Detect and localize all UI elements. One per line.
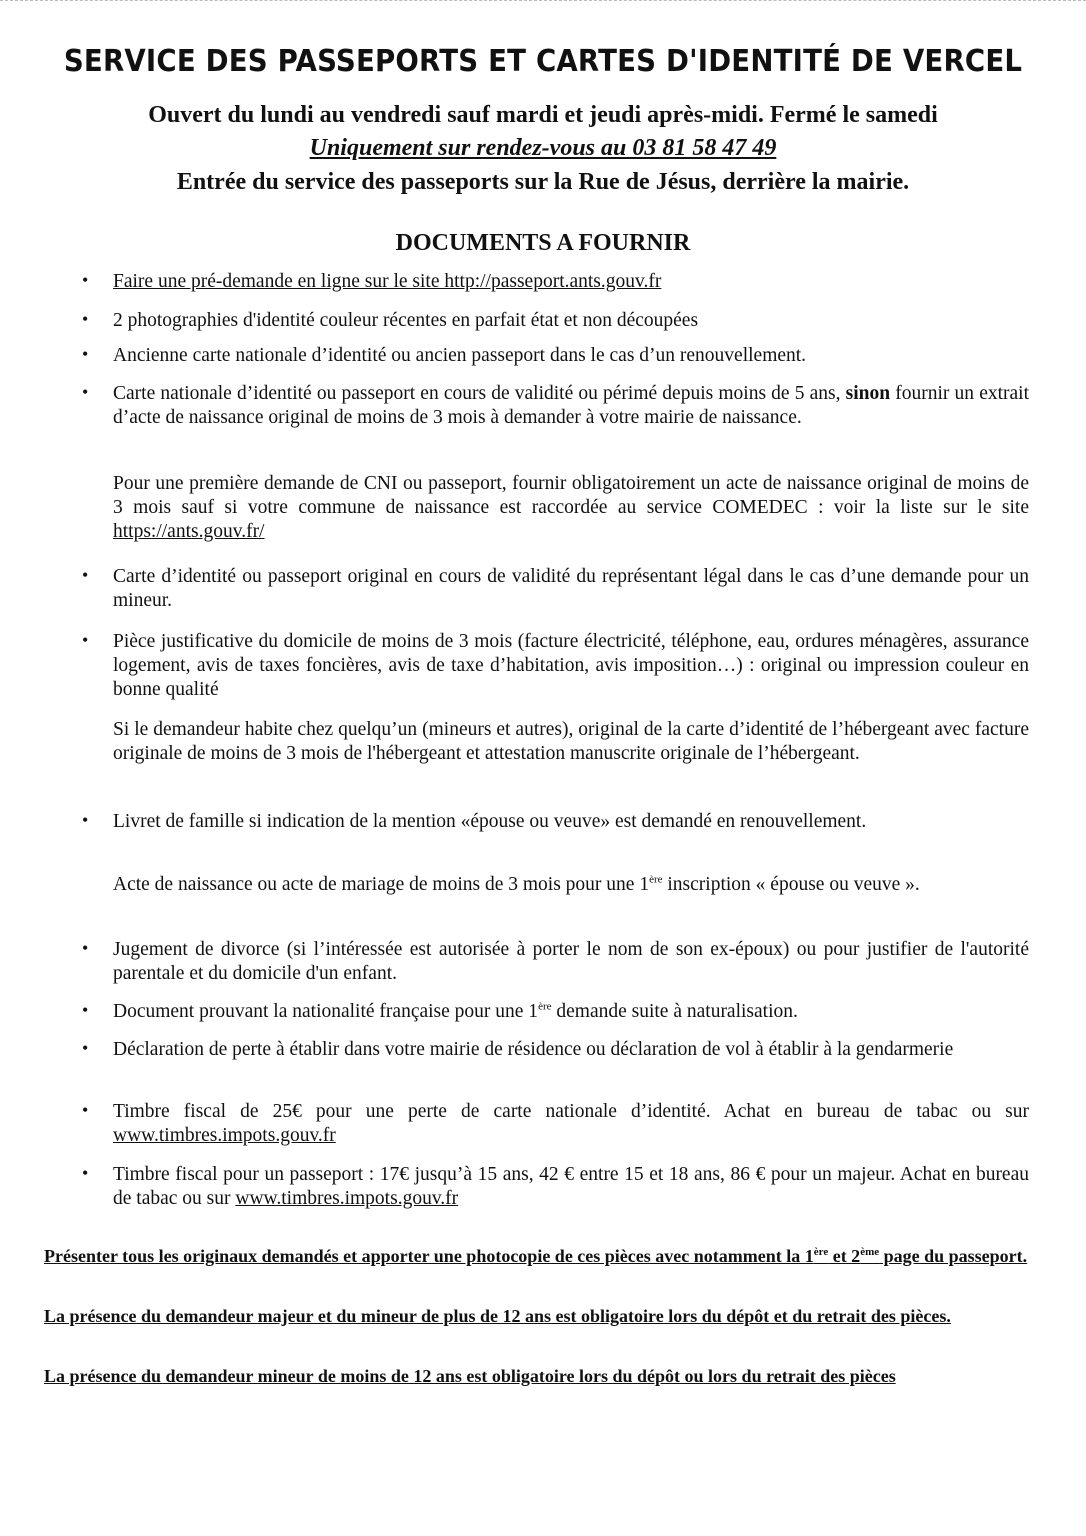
bullet: •	[82, 630, 89, 650]
item-text	[113, 1163, 1029, 1211]
item-text: 2 photographies d'identité couleur récentes en parfait état et non découpées	[113, 310, 699, 331]
superscript: ère	[649, 873, 663, 886]
bullet: •	[82, 1163, 89, 1183]
item-text	[113, 1000, 1029, 1024]
timbres-link[interactable]: www.timbres.impots.gouv.fr	[235, 1188, 459, 1209]
note-adult-presence: La présence du demandeur majeur et du mineur de plus de 12 ans est obligatoire lors du dépôt et du retrait des pièces.	[44, 1306, 951, 1326]
note-text: page du passeport.	[879, 1246, 1028, 1266]
timbres-link[interactable]: www.timbres.impots.gouv.fr	[113, 1125, 336, 1146]
bullet: •	[82, 565, 89, 585]
documents-heading: DOCUMENTS A FOURNIR	[395, 230, 691, 256]
item-text-part: fournir un extrait d’acte de naissance original de moins de 3 mois à demander à votre mairie de naissance.	[113, 383, 1030, 428]
superscript: ère	[538, 1000, 552, 1013]
superscript: ème	[860, 1246, 880, 1258]
item-text-part: Document prouvant la nationalité française pour une 1	[113, 1001, 539, 1022]
item-subparagraph: Si le demandeur habite chez quelqu’un (mineurs et autres), original de la carte d’identité de l’hébergeant avec facture originale de moins de 3 mois de l'hébergeant et attestation manuscrite originale de l’hébergeant.	[113, 719, 1029, 764]
bullet: •	[82, 1038, 89, 1058]
note-text: Présenter tous les originaux demandés et apporter une photocopie de ces pièces avec notamment la 1	[44, 1246, 814, 1266]
note-originals	[44, 1245, 1029, 1267]
item-text-part: Timbre fiscal de 25€ pour une perte de carte nationale d’identité. Achat en bureau de tabac ou sur	[113, 1101, 1029, 1122]
item-text-part: Acte de naissance ou acte de mariage de moins de 3 mois pour une 1	[113, 874, 650, 895]
item-text: Ancienne carte nationale d’identité ou ancien passeport dans le cas d’un renouvellement.	[113, 345, 807, 366]
bullet: •	[82, 344, 89, 364]
note-text: et 2	[828, 1246, 861, 1266]
item-subparagraph	[113, 472, 1029, 544]
item-subparagraph	[113, 873, 1029, 897]
item-text-part: demande suite à naturalisation.	[551, 1001, 798, 1022]
entrance-line: Entrée du service des passeports sur la Rue de Jésus, derrière la mairie.	[176, 169, 910, 195]
bullet: •	[82, 270, 89, 290]
item-bold-word: sinon	[845, 383, 891, 404]
page-title: SERVICE DES PASSEPORTS ET CARTES D'IDENTITÉ DE VERCEL	[63, 44, 1023, 79]
item-text[interactable]: Faire une pré-demande en ligne sur le site http://passeport.ants.gouv.fr	[113, 271, 662, 292]
item-text: Carte d’identité ou passeport original en cours de validité du représentant légal dans le cas d’une demande pour un mineur.	[113, 566, 1029, 611]
opening-hours: Ouvert du lundi au vendredi sauf mardi et jeudi après-midi. Fermé le samedi	[148, 102, 938, 128]
bullet: •	[82, 382, 89, 402]
bullet: •	[82, 1000, 89, 1020]
bullet: •	[82, 1100, 89, 1120]
item-text: Livret de famille si indication de la mention «épouse ou veuve» est demandé en renouvellement.	[113, 811, 867, 832]
appointment-line: Uniquement sur rendez-vous au 03 81 58 47 49	[309, 135, 777, 161]
scan-edge	[0, 0, 1086, 6]
bullet: •	[82, 810, 89, 830]
superscript: ère	[813, 1246, 829, 1258]
bullet: •	[82, 309, 89, 329]
item-text-part: Pour une première demande de CNI ou passeport, fournir obligatoirement un acte de naissance original de moins de 3 mois sauf si votre commune de naissance est raccordée au service COMEDEC : voir la liste sur le site	[113, 473, 1029, 518]
ants-link[interactable]: https://ants.gouv.fr/	[113, 521, 265, 542]
item-text-part: Timbre fiscal pour un passeport : 17€ jusqu’à 15 ans, 42 € entre 15 et 18 ans, 86 € pour un majeur. Achat en bureau de tabac ou sur	[113, 1164, 1029, 1209]
item-text: Pièce justificative du domicile de moins de 3 mois (facture électricité, téléphone, eau, ordures ménagères, assurance logement, avis de taxes foncières, avis de taxe d’habitation, avis imposition…) : original ou impression couleur en bonne qualité	[113, 631, 1029, 700]
note-minor-presence: La présence du demandeur mineur de moins de 12 ans est obligatoire lors du dépôt ou lors du retrait des pièces	[44, 1366, 896, 1386]
item-text: Déclaration de perte à établir dans votre mairie de résidence ou déclaration de vol à établir à la gendarmerie	[113, 1039, 954, 1060]
item-text	[113, 382, 1029, 430]
item-text	[113, 1100, 1029, 1148]
bullet: •	[82, 938, 89, 958]
item-text-part: Carte nationale d’identité ou passeport en cours de validité ou périmé depuis moins de 5 ans,	[113, 383, 841, 404]
item-text: Jugement de divorce (si l’intéressée est autorisée à porter le nom de son ex-époux) ou pour justifier de l'autorité parentale et du domicile d'un enfant.	[113, 939, 1029, 984]
item-text-part: inscription « épouse ou veuve ».	[662, 874, 920, 895]
